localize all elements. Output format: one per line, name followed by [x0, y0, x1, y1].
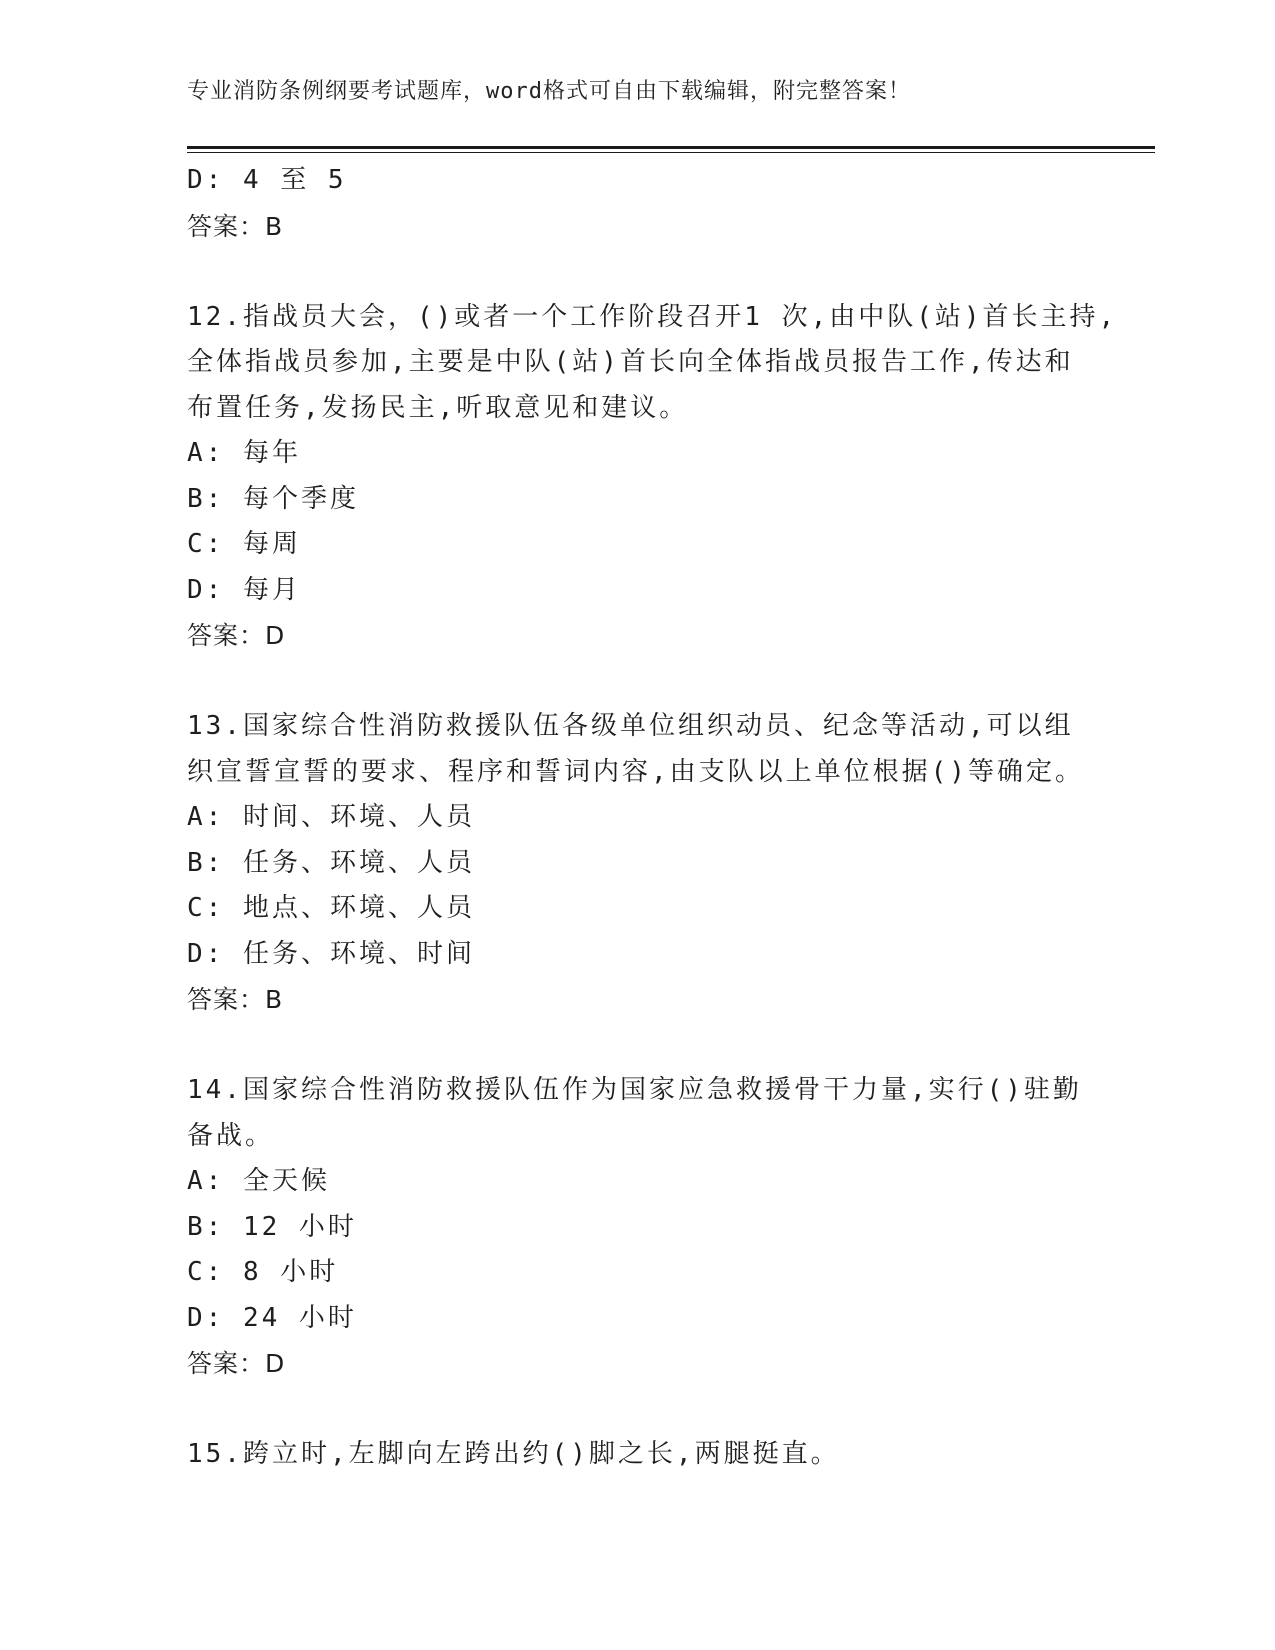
answer-key: 答案：D	[187, 621, 286, 650]
question-stem: 12.指战员大会，()或者一个工作阶段召开1 次,由中队(站)首长主持,	[187, 301, 1118, 332]
question-block	[187, 1432, 1087, 1478]
question-block	[187, 295, 1118, 659]
answer-option: A: 时间、环境、人员	[187, 802, 475, 832]
question-block	[187, 704, 1087, 1023]
answer-option: B: 每个季度	[187, 483, 359, 514]
question-text-line: 全体指战员参加,主要是中队(站)首长向全体指战员报告工作,传达和	[187, 347, 1074, 377]
answer-option: A: 全天候	[187, 1166, 330, 1196]
block-spacer	[187, 1387, 1087, 1433]
block-spacer	[187, 1023, 1087, 1069]
question-block	[187, 158, 1087, 249]
header-divider-thin	[187, 152, 1155, 153]
answer-option: D: 4 至 5	[187, 165, 347, 195]
answer-option: D: 每月	[187, 574, 301, 605]
answer-key: 答案：B	[187, 211, 284, 241]
page-header: 专业消防条例纲要考试题库，word格式可自由下载编辑，附完整答案！	[187, 79, 911, 104]
answer-key: 答案：B	[187, 985, 284, 1014]
answer-option: C: 8 小时	[187, 1257, 339, 1287]
question-block	[187, 1068, 1087, 1387]
question-stem: 15.跨立时,左脚向左跨出约()脚之长,两腿挺直。	[187, 1439, 840, 1469]
header-divider-thick	[187, 146, 1155, 149]
question-content	[187, 158, 1118, 1478]
block-spacer	[187, 249, 1087, 295]
block-spacer	[187, 659, 1087, 705]
answer-option: C: 地点、环境、人员	[187, 893, 475, 923]
answer-option: D: 24 小时	[187, 1302, 357, 1333]
answer-option: B: 12 小时	[187, 1211, 357, 1242]
question-stem: 13.国家综合性消防救援队伍各级单位组织动员、纪念等活动,可以组	[187, 711, 1074, 741]
answer-option: B: 任务、环境、人员	[187, 847, 475, 878]
question-stem: 14.国家综合性消防救援队伍作为国家应急救援骨干力量,实行()驻勤	[187, 1075, 1082, 1105]
answer-key: 答案：D	[187, 1349, 286, 1378]
question-text-line: 织宣誓宣誓的要求、程序和誓词内容,由支队以上单位根据()等确定。	[187, 756, 1084, 787]
question-text-line: 备战。	[187, 1120, 275, 1151]
answer-option: A: 每年	[187, 438, 301, 468]
question-text-line: 布置任务,发扬民主,听取意见和建议。	[187, 392, 689, 423]
answer-option: C: 每周	[187, 529, 301, 559]
answer-option: D: 任务、环境、时间	[187, 938, 475, 969]
